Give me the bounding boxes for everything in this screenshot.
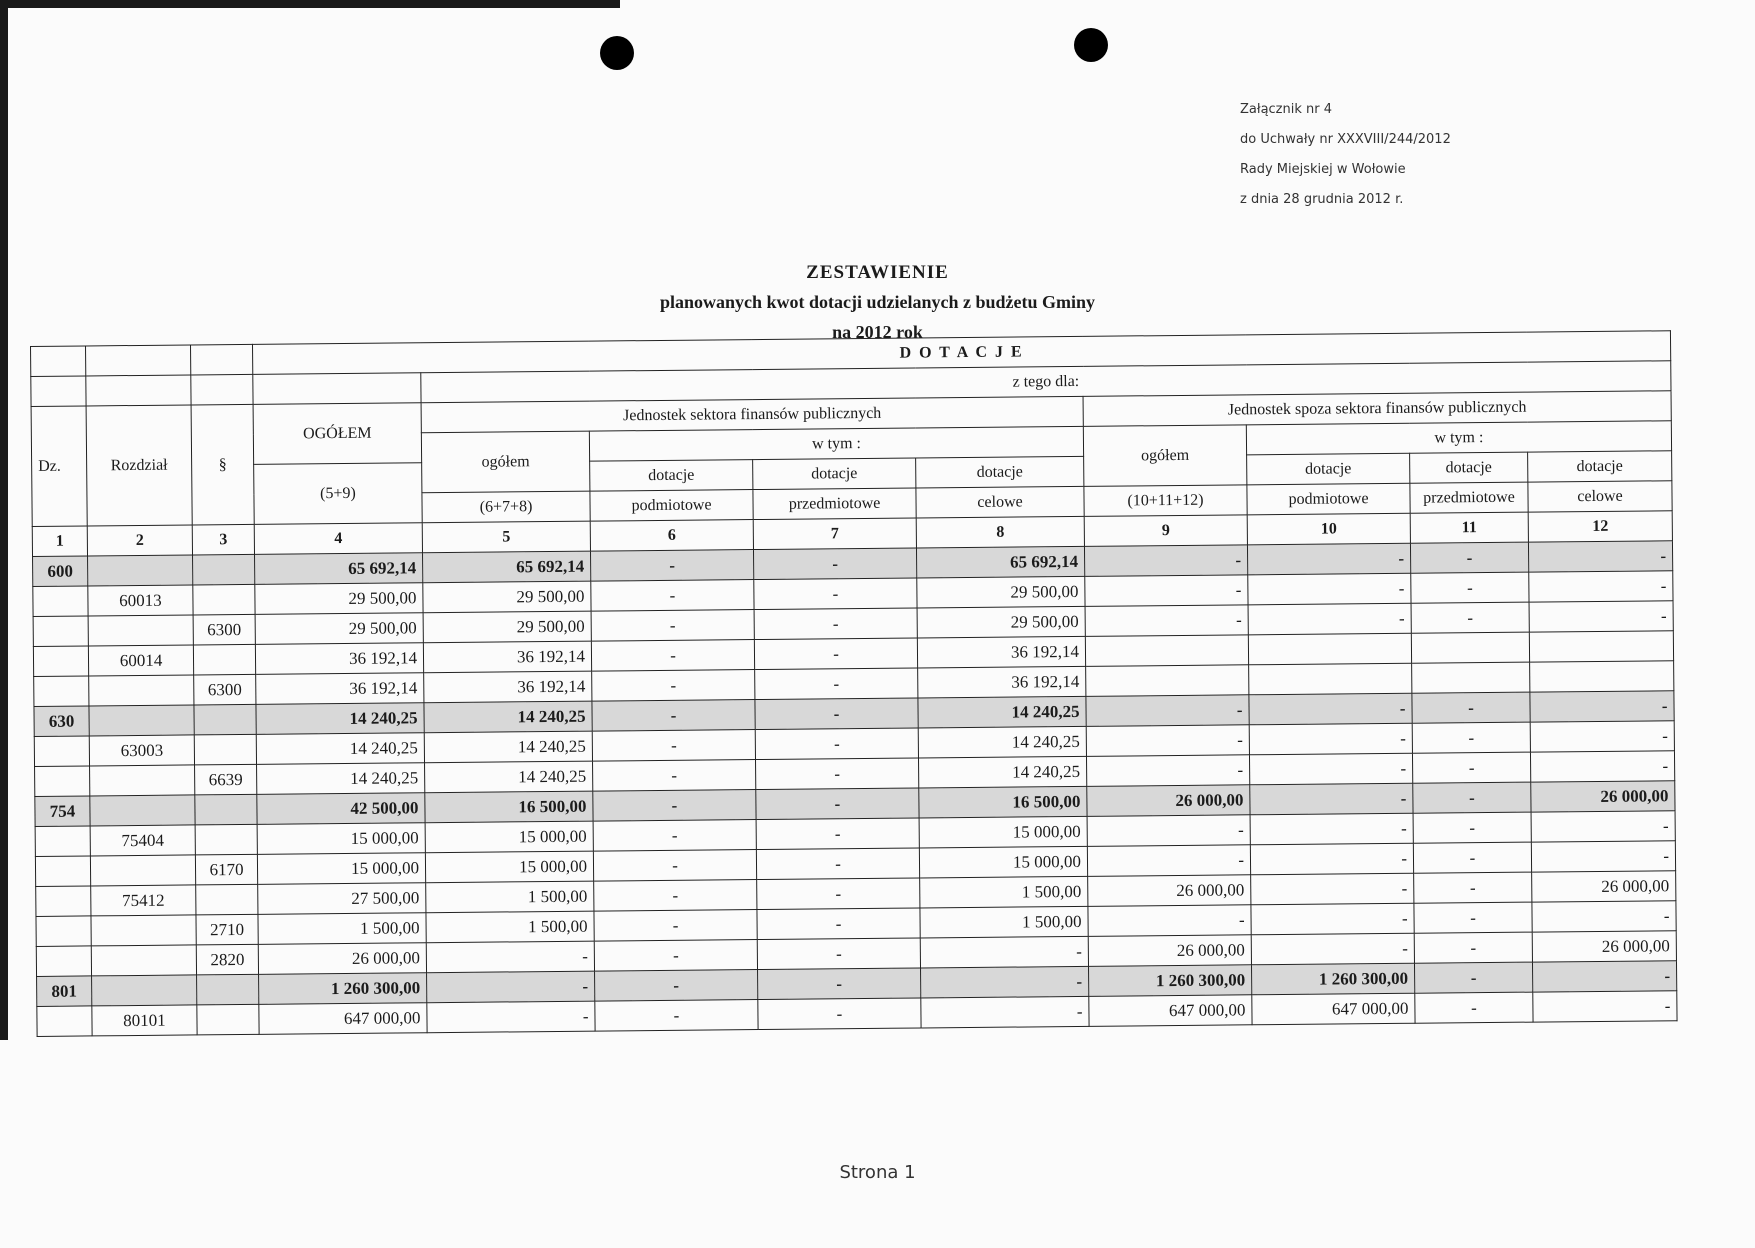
cell-c8: 15 000,00 <box>919 816 1087 848</box>
cell-c7: - <box>754 638 917 670</box>
cell-par <box>196 884 258 915</box>
cell-rozdzial <box>90 795 195 826</box>
cell-c5: 14 240,25 <box>425 761 593 793</box>
cell-c4: 42 500,00 <box>257 793 425 825</box>
cell-c12: - <box>1530 751 1674 782</box>
cell-c8: 29 500,00 <box>917 576 1085 608</box>
cell-c10: - <box>1249 723 1412 755</box>
cell-c6: - <box>594 910 757 942</box>
cell-c9: - <box>1088 905 1251 937</box>
cell-c10 <box>1249 663 1412 695</box>
cell-c11: - <box>1413 782 1531 813</box>
cell-c10: - <box>1250 813 1413 845</box>
col-number: 11 <box>1410 512 1528 543</box>
cell-c4: 65 692,14 <box>255 553 423 585</box>
document-year: na 2012 rok <box>832 322 923 342</box>
cell-c4: 15 000,00 <box>257 853 425 885</box>
cell-c7: - <box>757 908 920 940</box>
cell-c11: - <box>1410 542 1528 573</box>
cell-c5: - <box>427 971 595 1003</box>
cell-c5: 65 692,14 <box>423 551 591 583</box>
header-przedmiotowe-11: przedmiotowe <box>1410 482 1528 513</box>
cell-c8: - <box>920 936 1088 968</box>
cell-c10: - <box>1251 873 1414 905</box>
cell-par: 6639 <box>195 764 257 795</box>
punch-hole-left <box>600 36 634 70</box>
cell-c12: 26 000,00 <box>1531 781 1675 812</box>
page-number: Strona 1 <box>839 1162 916 1183</box>
cell-c10: 1 260 300,00 <box>1251 963 1414 995</box>
cell-c5: 14 240,25 <box>424 701 592 733</box>
grants-table-sheet <box>30 330 1677 1037</box>
cell-c6: - <box>594 880 757 912</box>
cell-c11: - <box>1414 932 1532 963</box>
cell-c5: - <box>427 1001 595 1033</box>
cell-c4: 36 192,14 <box>255 643 423 675</box>
cell-dz <box>34 736 89 767</box>
cell-par: 6300 <box>194 674 256 705</box>
cell-par <box>195 794 257 825</box>
cell-rozdzial: 63003 <box>89 735 194 766</box>
cell-rozdzial <box>92 975 197 1006</box>
cell-c11: - <box>1415 992 1533 1023</box>
cell-c7: - <box>754 578 917 610</box>
cell-c7: - <box>756 788 919 820</box>
cell-c7: - <box>757 878 920 910</box>
cell-c12 <box>1529 631 1673 662</box>
cell-dz: 801 <box>37 976 92 1007</box>
cell-c9 <box>1086 665 1249 697</box>
attachment-note <box>1240 95 1451 215</box>
cell-par <box>193 584 255 615</box>
cell-par: 2820 <box>196 944 258 975</box>
cell-rozdzial <box>89 675 194 706</box>
cell-par: 6170 <box>195 854 257 885</box>
cell-c12: 26 000,00 <box>1532 931 1676 962</box>
cell-c6: - <box>592 700 755 732</box>
cell-c5: 1 500,00 <box>426 911 594 943</box>
header-dotacje-12: dotacje <box>1528 451 1672 482</box>
cell-c12 <box>1530 661 1674 692</box>
cell-c9: 1 260 300,00 <box>1089 965 1252 997</box>
col-number: 2 <box>87 525 192 556</box>
table-header <box>31 331 1673 557</box>
cell-c12: - <box>1529 601 1673 632</box>
cell-c10: - <box>1251 903 1414 935</box>
cell-c5: 16 500,00 <box>425 791 593 823</box>
cell-c9: - <box>1084 545 1247 577</box>
document-subtitle: planowanych kwot dotacji udzielanych z budżetu Gminy <box>659 292 1096 312</box>
cell-c8: 16 500,00 <box>919 786 1087 818</box>
header-dotacje-7: dotacje <box>753 458 916 490</box>
cell-c5: 29 500,00 <box>423 611 591 643</box>
cell-rozdzial: 75404 <box>90 825 195 856</box>
header-formula-4: (5+9) <box>254 463 423 525</box>
cell-c4: 29 500,00 <box>255 583 423 615</box>
header-dotacje-8: dotacje <box>916 456 1084 488</box>
cell-c5: 36 192,14 <box>423 641 591 673</box>
cell-c7: - <box>754 608 917 640</box>
cell-c5: - <box>426 941 594 973</box>
col-number: 9 <box>1084 515 1247 547</box>
cell-rozdzial <box>90 855 195 886</box>
cell-c9: - <box>1086 695 1249 727</box>
cell-c9: - <box>1085 605 1248 637</box>
header-rozdzial: Rozdział <box>86 405 192 526</box>
cell-dz: 630 <box>34 706 89 737</box>
cell-c6: - <box>595 1000 758 1032</box>
cell-par <box>194 704 256 735</box>
cell-c11: - <box>1412 722 1530 753</box>
cell-c5: 1 500,00 <box>426 881 594 913</box>
cell-c7: - <box>755 668 918 700</box>
cell-c8: 15 000,00 <box>919 846 1087 878</box>
cell-c9: - <box>1086 755 1249 787</box>
attachment-line-3: Rady Miejskiej w Wołowie <box>1240 162 1406 177</box>
scan-edge-left <box>0 0 8 1040</box>
cell-c10: - <box>1247 543 1410 575</box>
cell-rozdzial <box>89 705 194 736</box>
cell-c6: - <box>595 970 758 1002</box>
cell-dz <box>36 886 91 917</box>
cell-c8: 14 240,25 <box>918 696 1086 728</box>
cell-c12: - <box>1533 991 1677 1022</box>
cell-c4: 647 000,00 <box>259 1003 427 1035</box>
cell-dz <box>35 826 90 857</box>
cell-c6: - <box>593 820 756 852</box>
header-przedmiotowe-7: przedmiotowe <box>753 488 916 520</box>
header-ogolem: OGÓŁEM <box>253 403 422 465</box>
cell-c11: - <box>1412 752 1530 783</box>
cell-c10: - <box>1251 933 1414 965</box>
punch-hole-right <box>1074 28 1108 62</box>
cell-par: 6300 <box>193 614 255 645</box>
cell-c8: 1 500,00 <box>920 906 1088 938</box>
cell-c4: 27 500,00 <box>258 883 426 915</box>
cell-c8: 36 192,14 <box>918 666 1086 698</box>
col-number: 4 <box>254 523 422 555</box>
cell-dz <box>33 646 88 677</box>
cell-c6: - <box>593 760 756 792</box>
cell-c10: - <box>1249 693 1412 725</box>
cell-c6: - <box>591 580 754 612</box>
cell-par <box>194 734 256 765</box>
cell-c8: 29 500,00 <box>917 606 1085 638</box>
cell-c5: 15 000,00 <box>425 851 593 883</box>
cell-dz <box>37 1006 92 1037</box>
cell-c8: - <box>921 996 1089 1028</box>
cell-par <box>197 1004 259 1035</box>
cell-c12: - <box>1530 691 1674 722</box>
cell-c6: - <box>590 550 753 582</box>
cell-c7: - <box>756 848 919 880</box>
cell-c7: - <box>757 938 920 970</box>
grants-table <box>30 330 1678 1037</box>
cell-c12: - <box>1530 721 1674 752</box>
header-dotacje-6: dotacje <box>590 460 753 492</box>
cell-c11: - <box>1411 602 1529 633</box>
cell-dz <box>36 916 91 947</box>
cell-c11 <box>1412 662 1530 693</box>
cell-dz: 754 <box>35 796 90 827</box>
header-dotacje-11: dotacje <box>1410 452 1528 483</box>
cell-c7: - <box>758 968 921 1000</box>
cell-c9: 26 000,00 <box>1087 785 1250 817</box>
cell-c6: - <box>592 670 755 702</box>
cell-c9: 26 000,00 <box>1088 935 1251 967</box>
cell-rozdzial: 75412 <box>91 885 196 916</box>
header-paragraf: § <box>191 404 254 525</box>
cell-c11: - <box>1411 572 1529 603</box>
cell-c7: - <box>756 818 919 850</box>
cell-c8: 1 500,00 <box>920 876 1088 908</box>
header-podmiotowe-6: podmiotowe <box>590 490 753 522</box>
cell-c9: - <box>1087 815 1250 847</box>
scan-edge-top <box>0 0 620 8</box>
cell-c5: 29 500,00 <box>423 581 591 613</box>
cell-c6: - <box>593 850 756 882</box>
col-number: 8 <box>916 516 1084 548</box>
col-number: 6 <box>590 520 753 552</box>
table-body <box>33 541 1678 1037</box>
header-formula-5: (6+7+8) <box>422 491 590 523</box>
cell-dz <box>33 616 88 647</box>
cell-c12: - <box>1529 571 1673 602</box>
cell-par <box>193 554 255 585</box>
cell-c11: - <box>1414 962 1532 993</box>
cell-c12: - <box>1531 841 1675 872</box>
cell-c8: 14 240,25 <box>918 756 1086 788</box>
header-dz: Dz. <box>31 406 87 527</box>
attachment-line-4: z dnia 28 grudnia 2012 r. <box>1240 192 1404 207</box>
cell-dz <box>34 676 89 707</box>
header-dotacje: D O T A C J E <box>252 331 1670 375</box>
cell-rozdzial <box>88 615 193 646</box>
header-spoza: Jednostek spoza sektora finansów publicznych <box>1083 391 1671 427</box>
cell-rozdzial: 80101 <box>92 1005 197 1036</box>
header-podmiotowe-10: podmiotowe <box>1247 483 1410 515</box>
cell-c9: - <box>1087 845 1250 877</box>
cell-c4: 14 240,25 <box>256 703 424 735</box>
cell-dz <box>35 856 90 887</box>
cell-c10: - <box>1248 573 1411 605</box>
cell-c10: - <box>1249 753 1412 785</box>
cell-c8: 14 240,25 <box>918 726 1086 758</box>
cell-c12: - <box>1532 901 1676 932</box>
cell-c11 <box>1411 632 1529 663</box>
cell-c9: 26 000,00 <box>1088 875 1251 907</box>
cell-c6: - <box>591 640 754 672</box>
header-celowe-12: celowe <box>1528 481 1672 512</box>
attachment-line-2: do Uchwały nr XXXVIII/244/2012 <box>1240 132 1451 147</box>
col-number: 10 <box>1247 513 1410 545</box>
cell-rozdzial <box>88 555 193 586</box>
cell-c10: - <box>1250 783 1413 815</box>
cell-c4: 29 500,00 <box>255 613 423 645</box>
cell-c5: 14 240,25 <box>424 731 592 763</box>
cell-c8: 36 192,14 <box>917 636 1085 668</box>
cell-c12: 26 000,00 <box>1532 871 1676 902</box>
cell-c4: 14 240,25 <box>257 763 425 795</box>
cell-c9 <box>1085 635 1248 667</box>
cell-dz: 600 <box>33 556 88 587</box>
cell-c4: 1 260 300,00 <box>259 973 427 1005</box>
col-number: 3 <box>192 524 254 555</box>
cell-c4: 15 000,00 <box>257 823 425 855</box>
header-ogolem-9: ogółem <box>1083 425 1247 487</box>
header-z-tego: z tego dla: <box>421 361 1671 403</box>
cell-c10: 647 000,00 <box>1252 993 1415 1025</box>
col-number: 7 <box>753 518 916 550</box>
cell-c9: - <box>1085 575 1248 607</box>
header-w-tym-spoza: w tym : <box>1246 421 1671 455</box>
cell-c11: - <box>1414 872 1532 903</box>
header-ogolem-5: ogółem <box>421 431 590 493</box>
cell-c10 <box>1248 633 1411 665</box>
cell-c7: - <box>756 758 919 790</box>
cell-c6: - <box>592 730 755 762</box>
header-w-tym-sektor: w tym : <box>589 426 1083 461</box>
cell-c6: - <box>594 940 757 972</box>
cell-c11: - <box>1413 842 1531 873</box>
cell-dz <box>35 766 90 797</box>
document-title: ZESTAWIENIE <box>806 262 949 283</box>
header-celowe-8: celowe <box>916 486 1084 518</box>
cell-rozdzial <box>91 945 196 976</box>
cell-dz <box>33 586 88 617</box>
cell-c10: - <box>1250 843 1413 875</box>
cell-c6: - <box>593 790 756 822</box>
cell-par <box>195 824 257 855</box>
cell-c9: 647 000,00 <box>1089 995 1252 1027</box>
cell-rozdzial: 60013 <box>88 585 193 616</box>
cell-c11: - <box>1414 902 1532 933</box>
cell-c12: - <box>1531 811 1675 842</box>
cell-rozdzial <box>91 915 196 946</box>
cell-c9: - <box>1086 725 1249 757</box>
cell-c7: - <box>758 998 921 1030</box>
cell-c4: 14 240,25 <box>256 733 424 765</box>
cell-par <box>197 974 259 1005</box>
cell-rozdzial: 60014 <box>88 645 193 676</box>
header-formula-9: (10+11+12) <box>1084 485 1247 517</box>
cell-c8: 65 692,14 <box>916 546 1084 578</box>
cell-c7: - <box>753 548 916 580</box>
cell-c4: 1 500,00 <box>258 913 426 945</box>
cell-c7: - <box>755 728 918 760</box>
cell-c6: - <box>591 610 754 642</box>
cell-rozdzial <box>90 765 195 796</box>
cell-c7: - <box>755 698 918 730</box>
cell-c5: 36 192,14 <box>424 671 592 703</box>
header-dotacje-10: dotacje <box>1247 453 1410 485</box>
cell-c4: 36 192,14 <box>256 673 424 705</box>
cell-c10: - <box>1248 603 1411 635</box>
cell-c12: - <box>1532 961 1676 992</box>
cell-c11: - <box>1413 812 1531 843</box>
header-sektor: Jednostek sektora finansów publicznych <box>421 396 1083 432</box>
cell-c12: - <box>1528 541 1672 572</box>
cell-c5: 15 000,00 <box>425 821 593 853</box>
cell-c8: - <box>921 966 1089 998</box>
cell-par <box>193 644 255 675</box>
cell-c11: - <box>1412 692 1530 723</box>
cell-par: 2710 <box>196 914 258 945</box>
cell-c4: 26 000,00 <box>258 943 426 975</box>
col-number: 1 <box>32 526 87 557</box>
cell-dz <box>36 946 91 977</box>
col-number: 5 <box>422 521 590 553</box>
col-number: 12 <box>1528 511 1672 542</box>
attachment-line-1: Załącznik nr 4 <box>1240 102 1333 117</box>
